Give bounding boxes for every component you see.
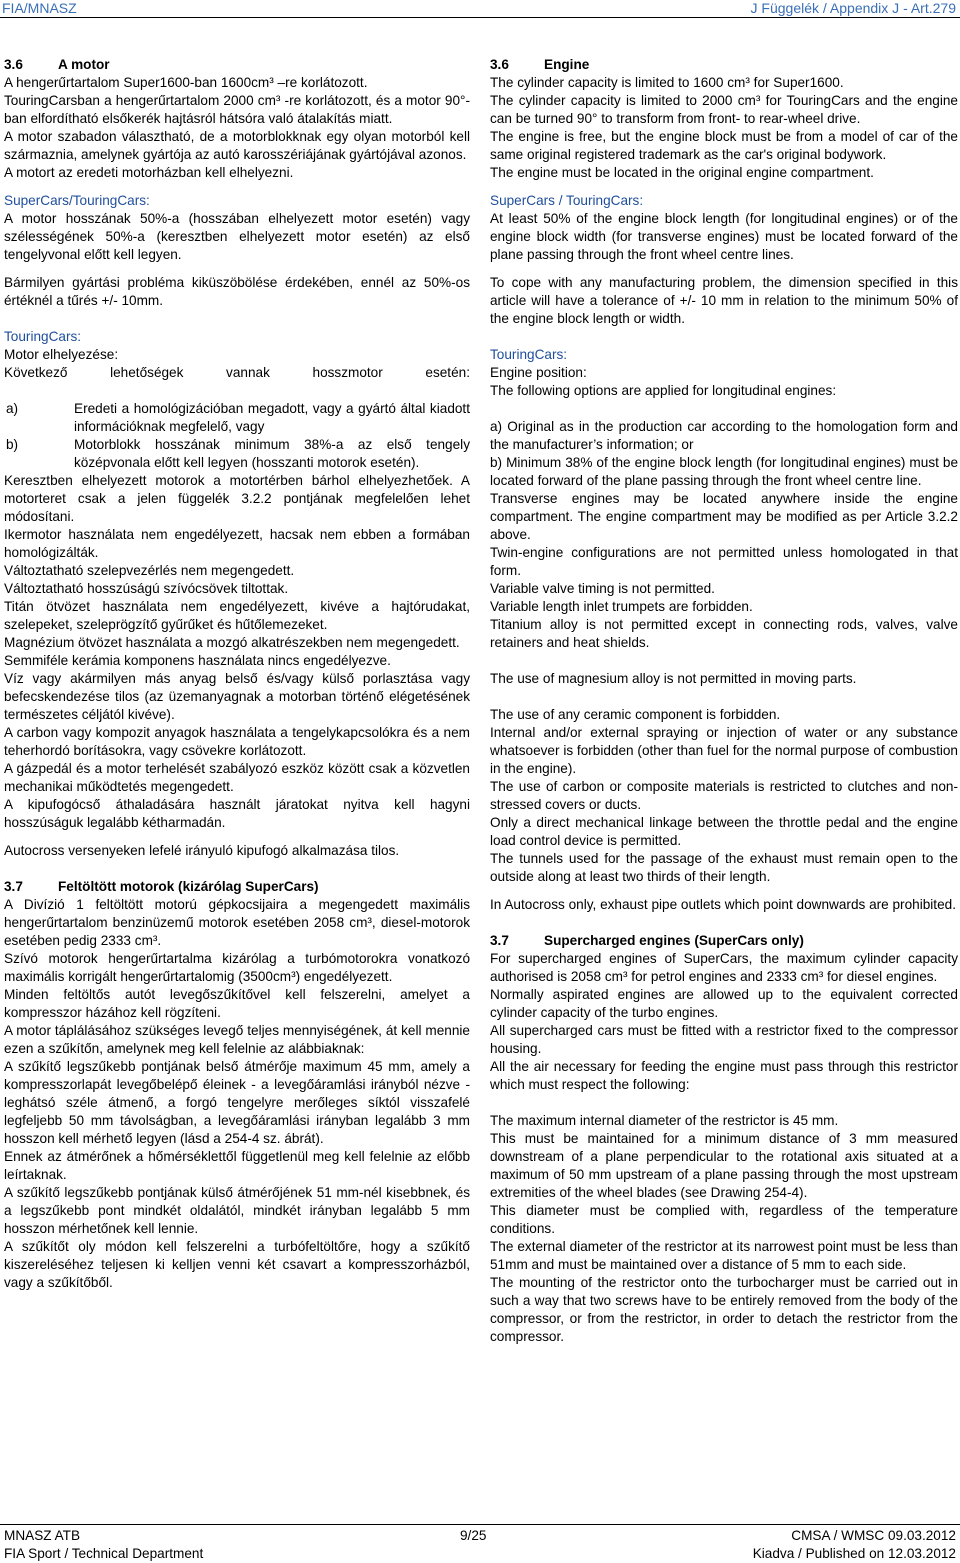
paragraph: Víz vagy akármilyen más anyag belső és/vagy külső porlasztása vagy befecskendezése tilos (az üzemanyagnak a motorban történő elégetésének természetes céljától kivéve). <box>4 671 470 722</box>
paragraph: Normally aspirated engines are allowed up to the equivalent corrected cylinder capacity of the turbo engines. <box>490 987 958 1020</box>
paragraph: The tunnels used for the passage of the exhaust must remain open to the outside along at least two thirds of their length. <box>490 851 958 884</box>
paragraph: Engine position: <box>490 365 587 380</box>
hungarian-column <box>4 56 470 1292</box>
paragraph: Keresztben elhelyezett motorok a motortérben bárhol elhelyezhetőek. A motorteret csak a jelen függelék 3.2.2 pontjának megfelelően lehet módosítani. <box>4 473 470 524</box>
paragraph: The use of carbon or composite materials is restricted to clutches and non-stressed covers or ducts. <box>490 779 958 812</box>
list-item: a) Eredeti a homológizációban megadott, vagy a gyártó által kiadott információknak megfelelő, vagy <box>6 401 470 434</box>
paragraph: Variable valve timing is not permitted. <box>490 581 715 596</box>
paragraph: A szűkítő legszűkebb pontjának belső átmérője maximum 45 mm, amely a kompresszorlapát levegőbelépő éleinek - a levegőáramlási irányból nézve - leghátsó széle átmenő, a forgó tengelyre merőleges síktól visszafelé legfeljebb 50 mm távolságban, a levegőáramlási irányban legalább 3 mm hosszon kell mérhető legyen (lásd a 254-4 sz. ábrát). <box>4 1059 470 1146</box>
paragraph: A Divízió 1 feltöltött motorú gépkocsijaira a megengedett maximális hengerűrtartalom benzinüzemű motorok esetében 2058 cm³, diesel-motorok esetében pedig 2333 cm³. <box>4 897 470 948</box>
paragraph: Magnézium ötvözet használata a mozgó alkatrészekben nem megengedett. <box>4 635 460 650</box>
paragraph: Variable length inlet trumpets are forbidden. <box>490 599 753 614</box>
paragraph: Minden feltöltős autót levegőszűkítővel kell felszerelni, amelyet a kompresszor házához kell rögzíteni. <box>4 987 470 1020</box>
paragraph: The maximum internal diameter of the restrictor is 45 mm. <box>490 1113 839 1128</box>
paragraph: A carbon vagy kompozit anyagok használata a tengelykapcsolókra és a nem teherhordó borításokra, vagy csövekre korlátozott. <box>4 725 470 758</box>
paragraph: For supercharged engines of SuperCars, the maximum cylinder capacity authorised is 2058 cm³ for petrol engines and 2333 cm³ for diesel engines. <box>490 951 958 984</box>
paragraph: TouringCarsban a hengerűrtartalom 2000 cm³ -re korlátozott, és a motor 90°-ban elfordítható elsőkerék hajtásról hátsóra való átalakítás miatt. <box>4 93 470 126</box>
paragraph: The mounting of the restrictor onto the turbocharger must be carried out in such a way that two screws have to be entirely removed from the body of the compressor, or from the restrictor, in order to detach the restrictor from the compressor. <box>490 1275 958 1344</box>
footer-right: CMSA / WMSC 09.03.2012 Kiadva / Published on 12.03.2012 <box>752 1528 956 1561</box>
paragraph: The engine is free, but the engine block must be from a model of car of the same original registered trademark as the car's original bodywork. <box>490 129 958 162</box>
paragraph: Titán ötvözet használata nem engedélyezett, kivéve a hajtórudakat, szelepeket, szeleprögzítő gyűrűket és hűtőlemezeket. <box>4 599 470 632</box>
paragraph: Ikermotor használata nem engedélyezett, hacsak nem ebben a formában homológizálták. <box>4 527 470 560</box>
section-heading-3-7: 3.7 Feltöltött motorok (kizárólag SuperCars) <box>4 879 319 894</box>
paragraph: Only a direct mechanical linkage between the throttle pedal and the engine load control device is permitted. <box>490 815 958 848</box>
paragraph: A motor táplálásához szükséges levegő teljes mennyiségének, át kell mennie ezen a szűkítőn, amelynek meg kell felelnie az alábbiaknak: <box>4 1023 470 1056</box>
paragraph: A motor szabadon választható, de a motorblokknak egy olyan motorból kell származnia, amelynek gyártója az autó karosszériájának gyártójával azonos. <box>4 129 470 162</box>
paragraph: All supercharged cars must be fitted with a restrictor fixed to the compressor housing. <box>490 1023 958 1056</box>
page-header <box>0 0 960 18</box>
paragraph: A motort az eredeti motorházban kell elhelyezni. <box>4 165 294 180</box>
list-item: b) Motorblokk hosszának minimum 38%-a az első tengely középvonala előtt kell legyen (hosszanti motorok esetén). <box>6 437 470 470</box>
paragraph: The cylinder capacity is limited to 2000 cm³ for TouringCars and the engine can be turned 90° to transform from front- to rear-wheel drive. <box>490 93 958 126</box>
paragraph: The external diameter of the restrictor at its narrowest point must be less than 51mm and must be maintained over a distance of 5 mm to each side. <box>490 1239 958 1272</box>
paragraph: Szívó motorok hengerűrtartalma kizárólag a turbómotorokra vonatkozó maximális korrigált hengerűrtartalomig (3500cm³) engedélyezett. <box>4 951 470 984</box>
paragraph: Ennek az átmérőnek a hőmérséklettől függetlenül meg kell felelnie az előbb leírtaknak. <box>4 1149 470 1182</box>
paragraph: This must be maintained for a minimum distance of 3 mm measured downstream of a plane perpendicular to the rotational axis situated at a maximum of 50 mm upstream of a plane passing through the most upstream extremities of the wheel blades (see Drawing 254-4). <box>490 1131 958 1200</box>
supercars-touringcars-label: SuperCars/TouringCars: <box>4 193 150 208</box>
list-item: b) Minimum 38% of the engine block length (for longitudinal engines) must be located forward of the plane passing through the front wheel centre line. <box>490 455 958 488</box>
paragraph: Semmiféle kerámia komponens használata nincs engedélyezve. <box>4 653 391 668</box>
list-item: a) Original as in the production car according to the homologation form and the manufacturer’s information; or <box>490 419 958 452</box>
paragraph: Következő lehetőségek vannak hosszmotor esetén: <box>4 365 470 380</box>
paragraph: The use of magnesium alloy is not permitted in moving parts. <box>490 671 857 686</box>
page-number: 9/25 <box>460 1528 487 1543</box>
paragraph: Változtatható hosszúságú szívócsövek tiltottak. <box>4 581 289 596</box>
paragraph: Motor elhelyezése: <box>4 347 119 362</box>
paragraph: A motor hosszának 50%-a (hosszában elhelyezett motor esetén) vagy szélességének 50%-a (keresztben elhelyezett motor esetén) az első tengelyvonal előtt kell legyen. <box>4 211 470 262</box>
paragraph: Változtatható szelepvezérlés nem megengedett. <box>4 563 295 578</box>
paragraph: A hengerűrtartalom Super1600-ban 1600cm³ –re korlátozott. <box>4 75 368 90</box>
supercars-touringcars-label: SuperCars / TouringCars: <box>490 193 644 208</box>
section-heading-3-7: 3.7 Supercharged engines (SuperCars only) <box>490 933 804 948</box>
section-heading-3-6: 3.6 A motor <box>4 57 110 72</box>
paragraph: A kipufogócső áthaladására használt járatokat nyitva kell hagyni hosszúságuk legalább kétharmadán. <box>4 797 470 830</box>
paragraph: The cylinder capacity is limited to 1600 cm³ for Super1600. <box>490 75 844 90</box>
footer-left: MNASZ ATB FIA Sport / Technical Department <box>4 1528 204 1561</box>
header-right: J Függelék / Appendix J - Art.279 <box>750 0 956 16</box>
paragraph: Twin-engine configurations are not permitted unless homologated in that form. <box>490 545 958 578</box>
paragraph: Bármilyen gyártási probléma kiküszöbölése érdekében, ennél az 50%-os értéknél a tűrés +/- 10mm. <box>4 275 470 308</box>
english-column <box>490 56 958 1346</box>
section-heading-3-6: 3.6 Engine <box>490 57 590 72</box>
paragraph: Titanium alloy is not permitted except in connecting rods, valves, valve retainers and heat shields. <box>490 617 958 650</box>
paragraph: A szűkítőt oly módon kell felszerelni a turbófeltöltőre, hogy a szűkítő kiszereléséhez teljesen ki kelljen venni két csavart a kompresszorházból, vagy a szűkítőből. <box>4 1239 470 1290</box>
paragraph: At least 50% of the engine block length (for longitudinal engines) or of the engine block width (for transverse engines) must be located forward of the plane passing through the front wheel centre lines. <box>490 211 958 262</box>
paragraph: Autocross versenyeken lefelé irányuló kipufogó alkalmazása tilos. <box>4 843 400 858</box>
paragraph: Transverse engines may be located anywhere inside the engine compartment. The engine compartment may be modified as per Article 3.2.2 above. <box>490 491 958 542</box>
paragraph: To cope with any manufacturing problem, the dimension specified in this article will have a tolerance of +/- 10 mm in relation to the minimum 50% of the engine block length or width. <box>490 275 958 326</box>
header-left: FIA/MNASZ <box>2 0 77 16</box>
paragraph: The use of any ceramic component is forbidden. <box>490 707 781 722</box>
paragraph: This diameter must be complied with, regardless of the temperature conditions. <box>490 1203 958 1236</box>
paragraph: The engine must be located in the original engine compartment. <box>490 165 874 180</box>
paragraph: The following options are applied for longitudinal engines: <box>490 383 837 398</box>
paragraph: Internal and/or external spraying or injection of water or any substance whatsoever is forbidden (other than fuel for the normal purpose of combustion in the engine). <box>490 725 958 776</box>
touringcars-label: TouringCars: <box>490 347 568 362</box>
paragraph: In Autocross only, exhaust pipe outlets which point downwards are prohibited. <box>490 897 956 912</box>
paragraph: All the air necessary for feeding the engine must pass through this restrictor which must respect the following: <box>490 1059 958 1092</box>
page-footer <box>0 1524 960 1562</box>
paragraph: A szűkítő legszűkebb pontjának külső átmérőjének 51 mm-nél kisebbnek, és a legszűkebb pont mindkét oldalától, mindkét irányban legalább 5 mm hosszon mérhetőnek kell lennie. <box>4 1185 470 1236</box>
paragraph: A gázpedál és a motor terhelését szabályozó eszköz között csak a közvetlen mechanikai működtetés megengedett. <box>4 761 470 794</box>
touringcars-label: TouringCars: <box>4 329 82 344</box>
